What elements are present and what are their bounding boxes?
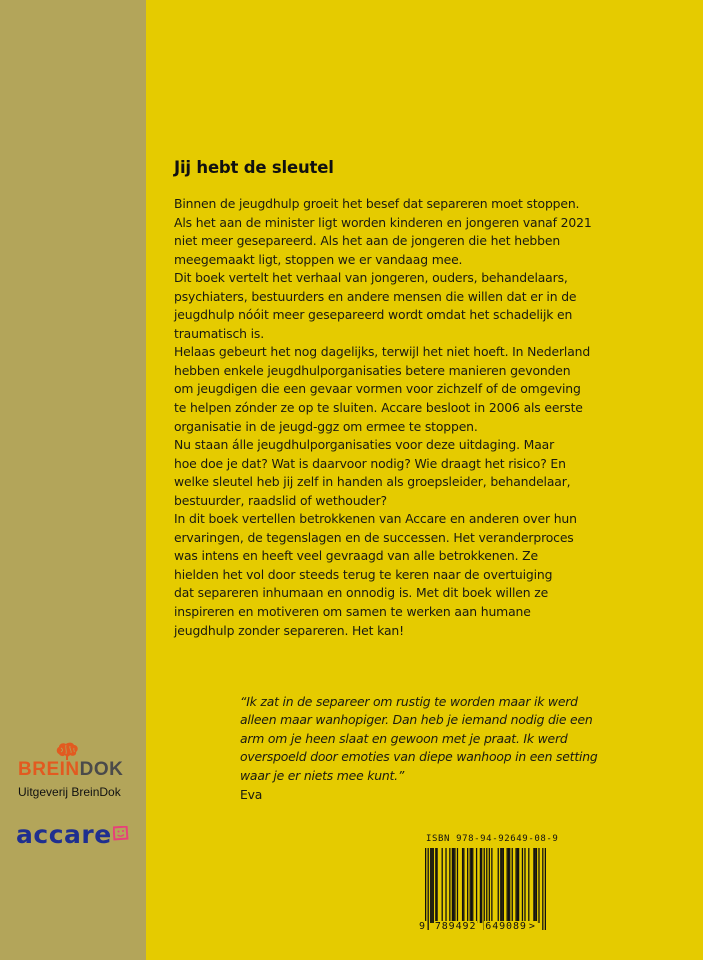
barcode-bar: [467, 848, 468, 923]
barcode-bar: [500, 848, 501, 923]
blurb-line: meegemaakt ligt, stoppen we er vandaag mee.: [174, 251, 463, 267]
quote-line: alleen maar wanhopiger. Dan heb je iemand nodig die een: [240, 712, 593, 728]
blurb-line: niet meer gesepareerd. Als het aan de jongeren die het hebben: [174, 233, 561, 249]
blurb-line: dat separeren inhumaan en onnodig is. Met dit boek willen ze: [174, 585, 549, 601]
breindok-wordmark: [18, 759, 123, 781]
barcode-bar: [454, 848, 455, 923]
barcode-bar: [442, 848, 443, 923]
barcode-bar: [472, 848, 473, 923]
barcode-bar: [524, 848, 525, 923]
blurb-text: [174, 195, 592, 640]
quote-line: arm om je heen slaat en gewoon met je praat. Ik werd: [240, 730, 568, 746]
barcode-bar: [517, 848, 518, 923]
quote: [240, 693, 598, 804]
barcode-bar: [425, 848, 426, 930]
barcode-bar: [436, 848, 437, 923]
barcode-bar: [445, 848, 446, 923]
barcode-bar: [542, 848, 543, 930]
barcode-bar: [535, 848, 536, 923]
barcode-bar: [435, 848, 436, 923]
barcode-bar: [433, 848, 434, 923]
barcode-bar: [538, 848, 539, 923]
barcode-bar: [508, 848, 509, 923]
blurb-line: ervaringen, de tegenslagen en de successen. Het veranderproces: [174, 529, 574, 545]
quote-line: “Ik zat in de separeer om rustig te worden maar ik werd: [240, 694, 578, 709]
blurb-line: inspireren en motiveren om samen te werken aan humane: [174, 604, 531, 620]
blurb-line: te helpen zónder ze op te sluiten. Accare besloot in 2006 als eerste: [174, 400, 583, 416]
barcode-bar: [431, 848, 432, 923]
quote-author: Eva: [240, 787, 263, 803]
barcode-bar: [518, 848, 519, 923]
blurb-line: jeugdhulp nóóit meer gesepareerd wordt omdat het schadelijk en: [174, 307, 573, 323]
barcode-bar: [452, 848, 453, 923]
brein-text: BREIN: [18, 759, 80, 780]
barcode-bar: [453, 848, 454, 923]
blurb-line: Helaas gebeurt het nog dagelijks, terwijl het niet hoeft. In Nederland: [174, 344, 591, 360]
blurb-line: om jeugdigen die een gevaar vormen voor zichzelf of de omgeving: [174, 381, 581, 397]
barcode-bar: [470, 848, 471, 923]
barcode-bar: [498, 848, 499, 923]
barcode-bar: [528, 848, 529, 923]
blurb-line: Binnen de jeugdhulp groeit het besef dat separeren moet stoppen.: [174, 196, 580, 211]
barcode-bar: [512, 848, 513, 923]
barcode-left-digits: 789492: [434, 921, 477, 932]
blurb-line: was intens en heeft veel gevraagd van alle betrokkenen. Ze: [174, 548, 538, 564]
barcode-bar: [507, 848, 508, 923]
barcode-bar: [503, 848, 504, 923]
blurb-line: hielden het vol door steeds terug te keren naar de overtuiging: [174, 566, 553, 582]
barcode-bar: [480, 848, 481, 923]
barcode-right-digits: 649089: [485, 921, 527, 932]
barcode-first-digit: 9: [419, 921, 426, 932]
barcode-bar: [515, 848, 516, 923]
barcode-bar: [536, 848, 537, 923]
blurb-line: In dit boek vertellen betrokkenen van Accare en anderen over hun: [174, 511, 577, 527]
blurb-line: bestuurder, raadslid of wethouder?: [174, 492, 387, 508]
barcode-arrow: >: [528, 921, 536, 932]
barcode-bar: [486, 848, 487, 930]
barcode-bar: [463, 848, 464, 923]
barcode-bar: [522, 848, 523, 923]
barcode-bar: [457, 848, 458, 923]
blurb-line: traumatisch is.: [174, 325, 265, 341]
quote-line: overspoeld door emoties van diepe wanhoop in een setting: [240, 749, 598, 765]
barcode-bar: [484, 848, 485, 930]
barcode-bar: [509, 848, 510, 923]
barcode-bars: [425, 848, 546, 930]
barcode-bar: [491, 848, 492, 923]
blurb-line: jeugdhulp zonder separeren. Het kan!: [174, 622, 404, 638]
barcode-bar: [489, 848, 490, 923]
blurb-line: welke sleutel heb jij zelf in handen als groepsleider, behandelaar,: [174, 474, 571, 490]
barcode-bar: [471, 848, 472, 923]
blurb-line: Nu staan álle jeugdhulporganisaties voor deze uitdaging. Maar: [174, 437, 555, 453]
barcode-digits: [418, 921, 537, 932]
barcode-bar: [533, 848, 534, 923]
blurb-line: hebben enkele jeugdhulporganisaties betere manieren gevonden: [174, 362, 571, 378]
quote-line: waar je er niets mee kunt.”: [240, 767, 405, 783]
barcode-bar: [430, 848, 431, 923]
blurb-line: organisatie in de jeugd-ggz om ermee te stoppen.: [174, 418, 478, 434]
barcode-bar: [545, 848, 546, 930]
barcode-bar: [462, 848, 463, 923]
blurb-line: psychiaters, bestuurders en andere mensen die willen dat er in de: [174, 288, 577, 304]
accare-logo: accare: [16, 820, 112, 849]
accare-smiley-icon: [113, 826, 129, 841]
cover-title: Jij hebt de sleutel: [174, 158, 334, 177]
brain-icon: [55, 742, 79, 760]
isbn-label: ISBN 978-94-92649-08-9: [426, 834, 559, 844]
dok-text: DOK: [79, 759, 124, 780]
barcode-bar: [481, 848, 482, 923]
barcode-bar: [449, 848, 450, 923]
blurb-line: Dit boek vertelt het verhaal van jongeren, ouders, behandelaars,: [174, 270, 568, 286]
barcode-bar: [501, 848, 502, 923]
publisher-name: Uitgeverij BreinDok: [18, 785, 121, 799]
blurb-line: hoe doe je dat? Wat is daarvoor nodig? Wie draagt het risico? En: [174, 455, 566, 471]
barcode-bar: [476, 848, 477, 923]
blurb-line: Als het aan de minister ligt worden kinderen en jongeren vanaf 2021: [174, 214, 592, 230]
barcode-bar: [428, 848, 429, 930]
